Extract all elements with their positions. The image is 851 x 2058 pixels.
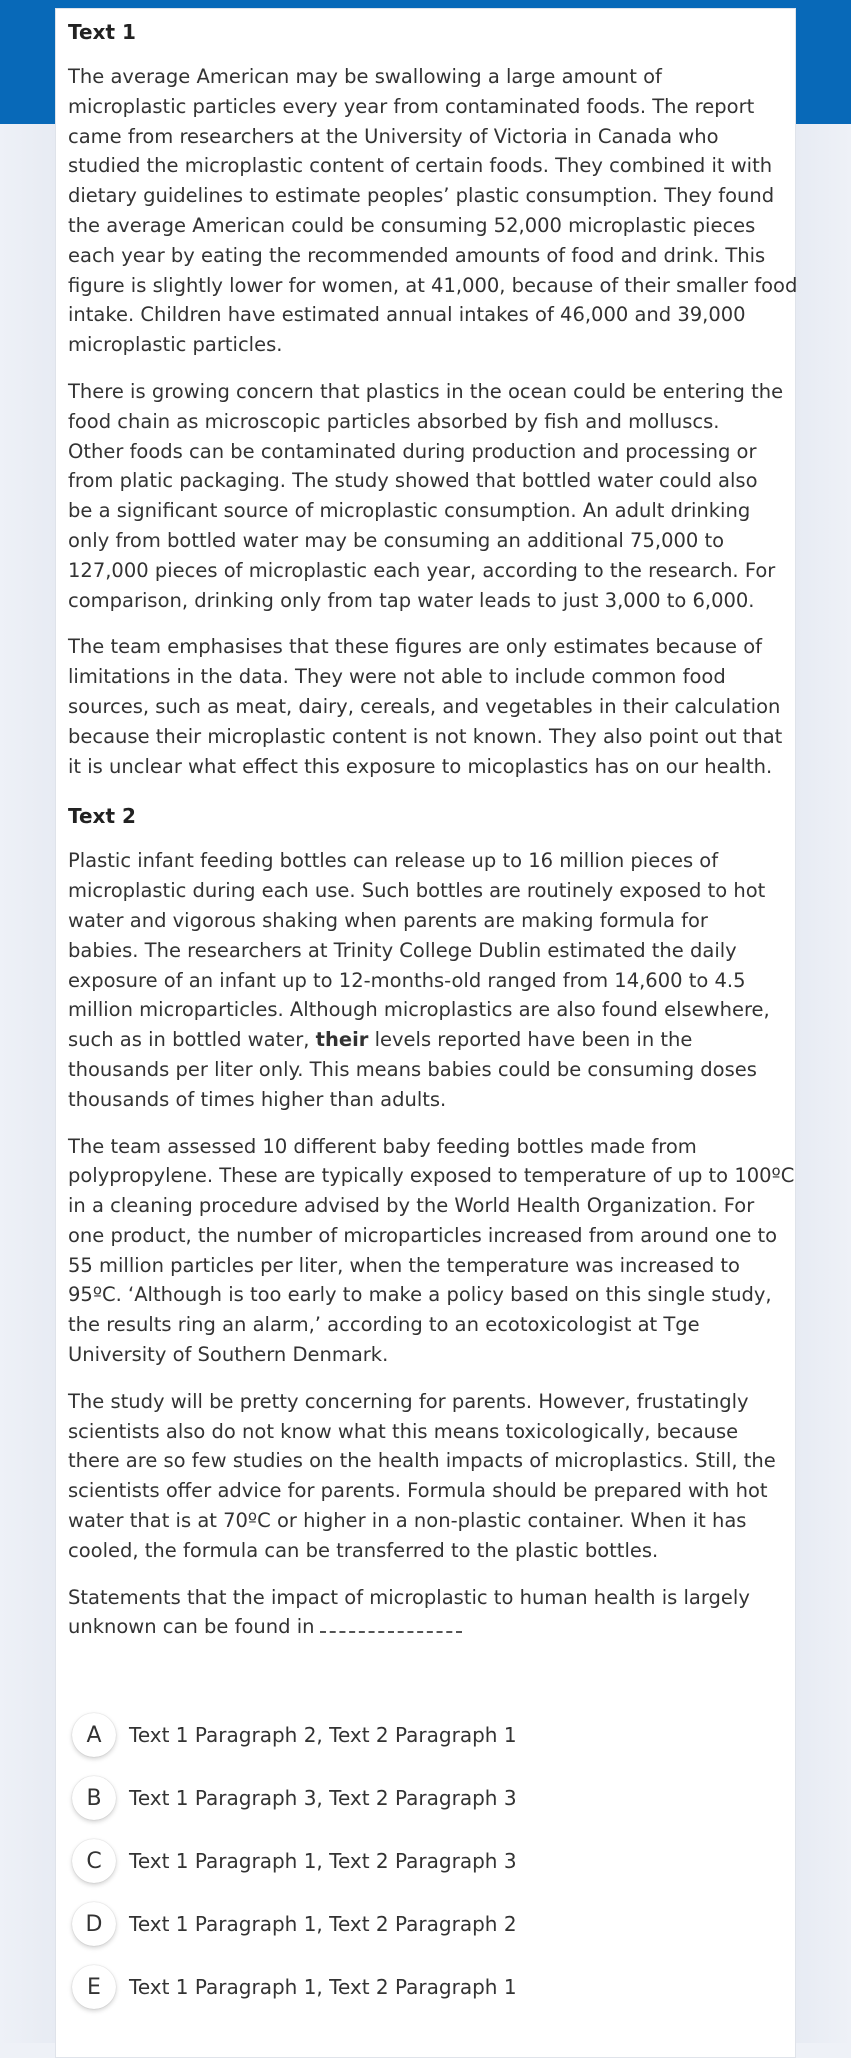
- option-label[interactable]: Text 1 Paragraph 2, Text 2 Paragraph 1: [129, 1723, 517, 1747]
- text-line: scientists offer advice for parents. Formula should be prepared with hot: [68, 1479, 768, 1503]
- text-line: Other foods can be contaminated during production and processing or: [68, 439, 757, 463]
- text-line: University of Southern Denmark.: [68, 1343, 389, 1367]
- text1-paragraph-1: [68, 62, 799, 360]
- text2-title: Text 2: [68, 804, 136, 829]
- reading-passage: [68, 14, 799, 1659]
- text-line: in a cleaning procedure advised by the World Health Organization. For: [68, 1194, 755, 1218]
- text-segment: levels reported have been in the: [368, 1028, 693, 1052]
- text-line: million microparticles. Although microplastics are also found elsewhere,: [68, 998, 770, 1022]
- text-line: dietary guidelines to estimate peoples’ plastic consumption. They found: [68, 184, 775, 208]
- text-line: sources, such as meat, dairy, cereals, and vegetables in their calculation: [68, 694, 781, 718]
- text-line: limitations in the data. They were not able to include common food: [68, 665, 726, 689]
- question-prompt: [68, 1583, 799, 1643]
- option-label[interactable]: Text 1 Paragraph 1, Text 2 Paragraph 1: [129, 1975, 517, 1999]
- text-line: figure is slightly lower for women, at 41,000, because of their smaller food: [68, 273, 798, 297]
- text-line: there are so few studies on the health impacts of microplastics. Still, the: [68, 1449, 776, 1473]
- option-b[interactable]: [72, 1776, 772, 1820]
- emphasized-word: their: [315, 1028, 369, 1052]
- text-line-with-emphasis: [68, 1025, 799, 1055]
- text-line: 55 million particles per liter, when the temperature was increased to: [68, 1253, 740, 1277]
- option-letter-badge[interactable]: A: [72, 1713, 116, 1757]
- text-line: studied the microplastic content of certain foods. They combined it with: [68, 154, 773, 178]
- question-line: [68, 1612, 799, 1642]
- text-line: one product, the number of microparticles increased from around one to: [68, 1223, 778, 1247]
- option-d[interactable]: [72, 1902, 772, 1946]
- text-line: microplastic during each use. Such bottles are routinely exposed to hot: [68, 879, 766, 903]
- text-line: thousands of times higher than adults.: [68, 1087, 447, 1111]
- text-line: water that is at 70ºC or higher in a non-plastic container. When it has: [68, 1509, 747, 1533]
- option-e[interactable]: [72, 1965, 772, 2009]
- option-letter-badge[interactable]: D: [72, 1902, 116, 1946]
- text-line: be a significant source of microplastic consumption. An adult drinking: [68, 499, 751, 523]
- text-line: 95ºC. ‘Although is too early to make a policy based on this single study,: [68, 1283, 772, 1307]
- text-line: the average American could be consuming 52,000 microplastic pieces: [68, 213, 756, 237]
- text2-paragraph-2: [68, 1132, 799, 1370]
- text-line: comparison, drinking only from tap water leads to just 3,000 to 6,000.: [68, 588, 755, 612]
- text-line: The team emphasises that these figures are only estimates because of: [68, 635, 763, 659]
- text-line: polypropylene. These are typically exposed to temperature of up to 100ºC: [68, 1164, 795, 1188]
- text-line: the results ring an alarm,’ according to an ecotoxicologist at Tge: [68, 1313, 700, 1337]
- text-line: food chain as microscopic particles absorbed by fish and molluscs.: [68, 409, 720, 433]
- text-line: The average American may be swallowing a large amount of: [68, 65, 662, 88]
- text-line: microplastic particles every year from contaminated foods. The report: [68, 94, 755, 118]
- text-line: The study will be pretty concerning for parents. However, frustatingly: [68, 1389, 749, 1413]
- text-line: There is growing concern that plastics in the ocean could be entering the: [68, 379, 784, 403]
- text-line: thousands per liter only. This means babies could be consuming doses: [68, 1057, 757, 1081]
- text-line: from platic packaging. The study showed that bottled water could also: [68, 469, 758, 493]
- option-label[interactable]: Text 1 Paragraph 1, Text 2 Paragraph 3: [129, 1849, 517, 1873]
- option-letter-badge[interactable]: B: [72, 1776, 116, 1820]
- text2-paragraph-1: [68, 846, 799, 1114]
- text-line: scientists also do not know what this means toxicologically, because: [68, 1419, 739, 1443]
- answer-options: [72, 1713, 772, 2028]
- question-line: Statements that the impact of microplastic to human health is largely: [68, 1585, 750, 1609]
- answer-blank: [320, 1631, 462, 1633]
- text-line: Plastic infant feeding bottles can release up to 16 million pieces of: [68, 849, 719, 873]
- question-text: unknown can be found in: [68, 1615, 315, 1639]
- option-c[interactable]: [72, 1839, 772, 1883]
- text-line: 127,000 pieces of microplastic each year, according to the research. For: [68, 558, 776, 582]
- text-line: each year by eating the recommended amounts of food and drink. This: [68, 243, 766, 267]
- option-label[interactable]: Text 1 Paragraph 1, Text 2 Paragraph 2: [129, 1912, 517, 1936]
- text1-title: Text 1: [68, 20, 136, 44]
- right-gutter: [796, 124, 851, 2043]
- text-line: because their microplastic content is not known. They also point out that: [68, 724, 783, 748]
- option-letter-badge[interactable]: C: [72, 1839, 116, 1883]
- text2-paragraph-3: [68, 1387, 799, 1566]
- text-segment: such as in bottled water,: [68, 1028, 316, 1052]
- text-line: microplastic particles.: [68, 333, 283, 357]
- left-gutter: [0, 124, 55, 2043]
- text1-paragraph-2: [68, 377, 799, 615]
- text-line: water and vigorous shaking when parents are making formula for: [68, 908, 708, 932]
- text-line: came from researchers at the University of Victoria in Canada who: [68, 124, 719, 148]
- text1-paragraph-3: [68, 632, 799, 781]
- option-a[interactable]: [72, 1713, 772, 1757]
- option-letter-badge[interactable]: E: [72, 1965, 116, 2009]
- text-line: intake. Children have estimated annual intakes of 46,000 and 39,000: [68, 303, 746, 327]
- text-line: The team assessed 10 different baby feeding bottles made from: [68, 1134, 697, 1158]
- text-line: it is unclear what effect this exposure to micoplastics has on our health.: [68, 754, 773, 778]
- option-label[interactable]: Text 1 Paragraph 3, Text 2 Paragraph 3: [129, 1786, 517, 1810]
- text-line: cooled, the formula can be transferred to the plastic bottles.: [68, 1538, 659, 1562]
- text-line: exposure of an infant up to 12-months-old ranged from 14,600 to 4.5: [68, 968, 746, 992]
- text-line: only from bottled water may be consuming an additional 75,000 to: [68, 528, 725, 552]
- text-line: babies. The researchers at Trinity College Dublin estimated the daily: [68, 938, 737, 962]
